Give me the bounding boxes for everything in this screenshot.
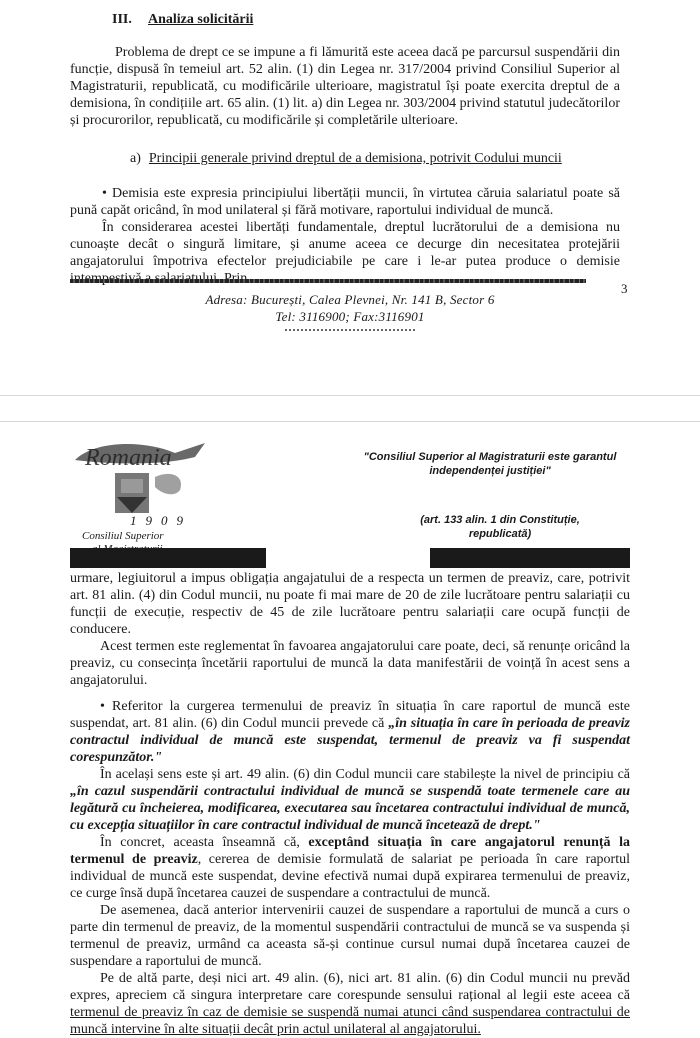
constitution-citation: (art. 133 alin. 1 din Constituție, republicată) (420, 514, 580, 540)
motto: "Consiliul Superior al Magistraturii este garantul independenței justiției" (363, 451, 617, 477)
svg-text:Romania: Romania (85, 445, 172, 471)
paragraph-asemenea: De asemenea, dacă anterior intervenirii cauzei de suspendare a raportului de muncă a curs o parte din termenul de preaviz, de la momentul suspendării contractului de muncă se va suspenda și termenul de preaviz, urmând ca aceasta să-și continue cursul numai după încetarea cauzei de suspendare a raportului de muncă. (70, 903, 630, 969)
intro-paragraph: Problema de drept ce se impune a fi lămurită este aceea dacă pe parcursul suspendării din funcție, dispusă în temeiul art. 52 alin. (1) din Legea nr. 317/2004 privind Consiliul Superior al Magistraturii, republicată, cu modificările ulterioare, magistratul își poate exercita dreptul de a demisiona, în condițiile art. 65 alin. (1) lit. a) din Legea nr. 303/2004 privind statutul judecătorilor și procurorilor, republicată, cu modificările și completările ulterioare. (70, 45, 620, 128)
section-heading (112, 12, 253, 28)
paragraph-concret-bold: exceptând situația în care angajatorul renunță la termenul de preaviz (70, 835, 630, 867)
footer-cutoff-text (285, 327, 415, 333)
paragraph-art81 (70, 698, 630, 766)
paragraph-concret (70, 834, 630, 902)
paragraph-concret-rest: , cererea de demisie formulată de salariat pe perioada în care raportul individual de muncă este suspendat, devine efectivă numai după expirarea termenului de preaviz, ce curge însă după încetarea cauzei de suspendare a contractului de muncă. (70, 852, 630, 901)
paragraph-preaviz: urmare, legiuitorul a impus obligația angajatului de a respecta un termen de preaviz, care, potrivit art. 81 alin. (4) din Codul muncii, nu poate fi mai mare de 20 de zile lucrătoare pentru salariații cu funcții de execuție, respectiv de 45 de zile lucrătoare pentru salariații care ocupă funcții de conducere. (70, 571, 630, 637)
paragraph-interpretare-lead: Pe de altă parte, deși nici art. 49 alin. (6), nici art. 81 alin. (6) din Codul muncii nu prevăd expres, apreciem că singura interpretare care corespunde sensului rațional al legii este aceea că (70, 971, 630, 1003)
page-divider (0, 395, 700, 422)
subsection-letter: a) (130, 151, 141, 166)
footer-address: Adresa: București, Calea Plevnei, Nr. 141 B, Sector 6 (205, 292, 495, 307)
redaction-bar (70, 548, 266, 568)
paragraph-interpretare (70, 970, 630, 1038)
paragraph-concret-lead: În concret, aceasta înseamnă că, (100, 835, 309, 850)
quote-art49: „în cazul suspendării contractului individual de muncă se suspendă toate termenele care au legătură cu încheierea, modificarea, executarea sau încetarea contractului individual de muncă, cu excepția situațiilor în care contractul individual de muncă încetează de drept." (70, 784, 630, 833)
bullet-paragraph: • Demisia este expresia principiului libertății muncii, în virtutea căruia salariatul poate să pună capăt oricând, în mod unilateral și fără motivare, raportului individual de muncă. (70, 186, 620, 218)
continuation-paragraph: În considerarea acestei libertăți fundamentale, dreptul lucrătorului de a demisiona nu cunoaște decât o singură limitare, și anume aceea ce decurge din necesitatea protejării angajatorului împotriva efectelor prejudiciabile pe care i le-ar putea produce o demisie (70, 220, 620, 269)
subsection-title: Principii generale privind dreptul de a demisiona, potrivit Codului muncii (148, 151, 562, 166)
document-page-top (0, 0, 700, 395)
quote-art81: „în situația în care în perioada de preaviz contractul individual de muncă este suspendat, termenul de preaviz va fi suspendat corespunzător." (70, 716, 630, 765)
document-page-bottom (0, 420, 700, 1037)
paragraph-art81-lead: • Referitor la curgerea termenului de preaviz în situația în care raportul de muncă este suspendat, art. 81 alin. (6) din Codul muncii prevede că (70, 699, 630, 731)
paragraph-interpretare-underlined: termenul de preaviz în caz de demisie se suspendă numai atunci când suspendarea contractului de muncă intervine în alte situații decât prin actul unilateral al angajatorului. (70, 1005, 630, 1037)
logo-name-line1: Consiliul Superior (82, 530, 164, 542)
paragraph-art49-lead: În același sens este și art. 49 alin. (6) din Codul muncii care stabilește la nivel de principiu că (100, 767, 630, 782)
redaction-bar (430, 548, 630, 568)
paragraph-favoarea: Acest termen este reglementat în favoarea angajatorului care poate, deci, să renunțe oricând la preaviz, cu consecința încetării raportului de muncă la data manifestării de voință în acest sens a angajatorului. (70, 639, 630, 688)
page-number: 3 (621, 281, 628, 296)
section-number: III. (112, 12, 132, 27)
paragraph-art49 (70, 766, 630, 834)
section-title: Analiza solicitării (148, 12, 254, 27)
footer-phone: Tel: 3116900; Fax:3116901 (275, 309, 425, 324)
footer-rule (70, 279, 586, 283)
logo-year: 1909 (130, 513, 192, 528)
subsection-heading (130, 151, 562, 167)
